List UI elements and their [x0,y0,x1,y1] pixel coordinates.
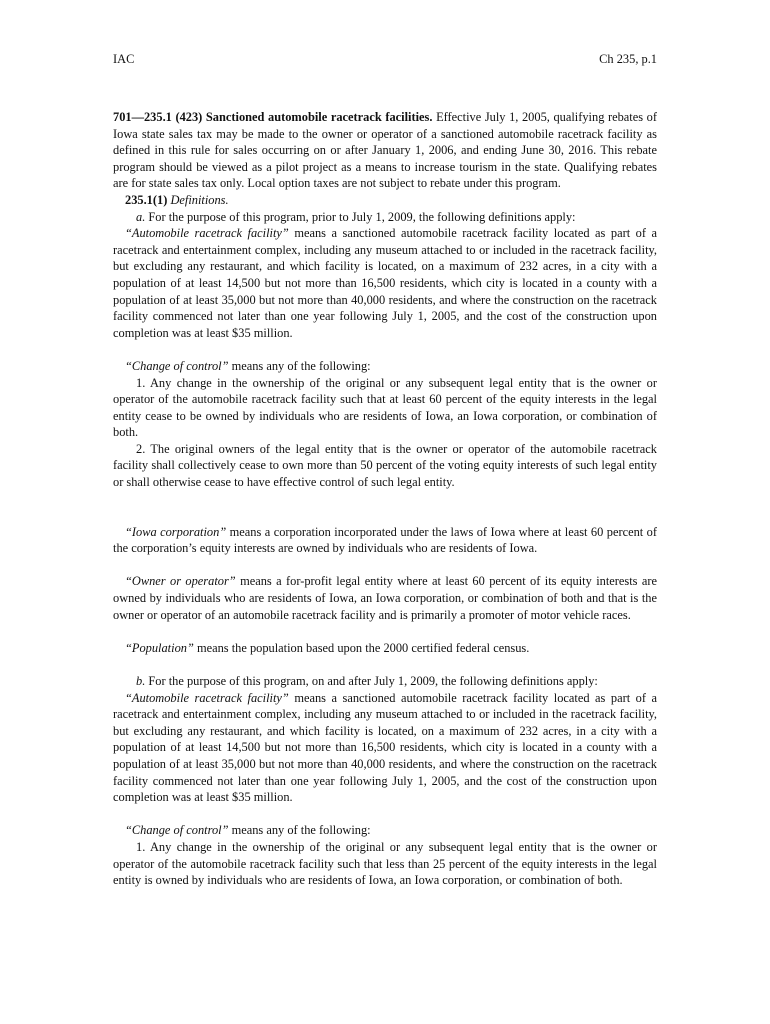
para-a-control-item-2: 2. The original owners of the legal entity that is the owner or operator of the automobile racetrack facility shall collectively cease to own more than 50 percent of the voting equity interests of such legal entity or shall otherwise cease to have effective control of such legal entity. [113,441,657,490]
rule-intro: Effective July 1, 2005, qualifying rebates of Iowa state sales tax may be made to the owner or operator of a sanctioned automobile racetrack facility as defined in this rule for sales occurring on or after January 1, 2006, and ending June 30, 2016. This rebate program should be viewed as a pilot project as a means to increase tourism in the state. Qualifying rebates are for state sales tax only. Local option taxes are not subject to rebate under this program. [113,110,657,191]
para-a-control-term: “Change of control” [125,358,229,373]
para-a-owner-term: “Owner or operator” [125,574,236,589]
para-b-control-item-1: 1. Any change in the ownership of the original or any subsequent legal entity that is the owner or operator of the automobile racetrack facility such that less than 25 percent of the equity interests in the legal entity is owned by individuals who are residents of Iowa, an Iowa corporation, or combination of both. [113,839,657,888]
rule-heading: Sanctioned automobile racetrack facilities. [205,110,433,124]
header-right: Ch 235, p.1 [599,52,657,66]
para-b-control-text: means any of the following: [228,823,371,838]
para-a-control-text: means any of the following: [228,358,371,373]
para-b-intro [113,673,657,690]
para-a-facility-text: means a sanctioned automobile racetrack facility located as part of a racetrack and entertainment complex, including any museum attached to or included in the racetrack facility, but excluding any restaurant, and which facility is located, on a maximum of 232 acres, in a city with a population of at least 14,500 but not more than 16,500 residents, which city is located in a county with a population of at least 35,000 but not more than 40,000 residents, and where the construction on the racetrack facility commenced not later than one year following July 1, 2005, and the cost of the construction upon completion was at least $35 million. [113,226,657,340]
subrule-title: Definitions. [170,192,229,207]
para-a-intro [113,209,657,226]
para-a-text: For the purpose of this program, prior to July 1, 2009, the following definitions apply: [148,209,576,224]
para-a-facility-term: “Automobile racetrack facility” [125,226,289,241]
para-a-owner-text: means a for-profit legal entity where at least 60 percent of its equity interests are owned by individuals who are residents of Iowa, an Iowa corporation, or combination of both and that is the owner or operator of an automobile racetrack facility and is primarily a promoter of motor vehicle races. [113,574,658,622]
rule-number: 701—235.1 (423) [113,110,203,124]
para-a-population-text: means the population based upon the 2000 certified federal census. [193,640,530,655]
para-b-text: For the purpose of this program, on and after July 1, 2009, the following definitions apply: [148,674,598,688]
para-a-iowa-text: means a corporation incorporated under the laws of Iowa where at least 60 percent of the corporation’s equity interests are owned by individuals who are residents of Iowa. [113,524,657,556]
para-a-control-definition [113,358,657,375]
document-page [113,0,657,1024]
para-a-facility-definition [113,225,657,341]
subrule-heading [113,192,657,209]
page-header [113,51,657,68]
para-a-control-item-1: 1. Any change in the ownership of the original or any subsequent legal entity that is the owner or operator of the automobile racetrack facility such that at least 60 percent of the equity interests in the legal entity cease to be owned by individuals who are residents of Iowa, an Iowa corporation, or combination of both. [113,375,657,440]
para-a-owner-definition [113,573,657,623]
document-body [113,109,657,889]
para-a-population-definition [113,640,657,657]
para-b-control-definition [113,822,657,839]
para-b-facility-definition [113,690,657,806]
subrule-number: 235.1(1) [125,192,168,207]
para-a-population-term: “Population” [125,640,194,655]
header-left: IAC [113,52,135,66]
rule-paragraph [113,109,657,192]
para-b-facility-term: “Automobile racetrack facility” [125,690,289,705]
para-b-label: b. [136,674,146,688]
para-a-iowa-term: “Iowa corporation” [125,524,227,539]
para-b-control-term: “Change of control” [125,823,229,838]
para-a-iowa-definition [113,524,657,557]
para-a-label: a. [136,209,146,224]
para-b-facility-text: means a sanctioned automobile racetrack facility located as part of a racetrack and entertainment complex, including any museum attached to or included in the racetrack facility, but excluding any restaurant, and which facility is located, on a maximum of 232 acres, in a city with a population of at least 14,500 but not more than 16,500 residents, which city is located in a county with a population of at least 35,000 but not more than 40,000 residents, and where the construction on the racetrack facility commenced not later than one year following July 1, 2005, and the cost of the construction upon completion was at least $35 million. [113,690,657,805]
